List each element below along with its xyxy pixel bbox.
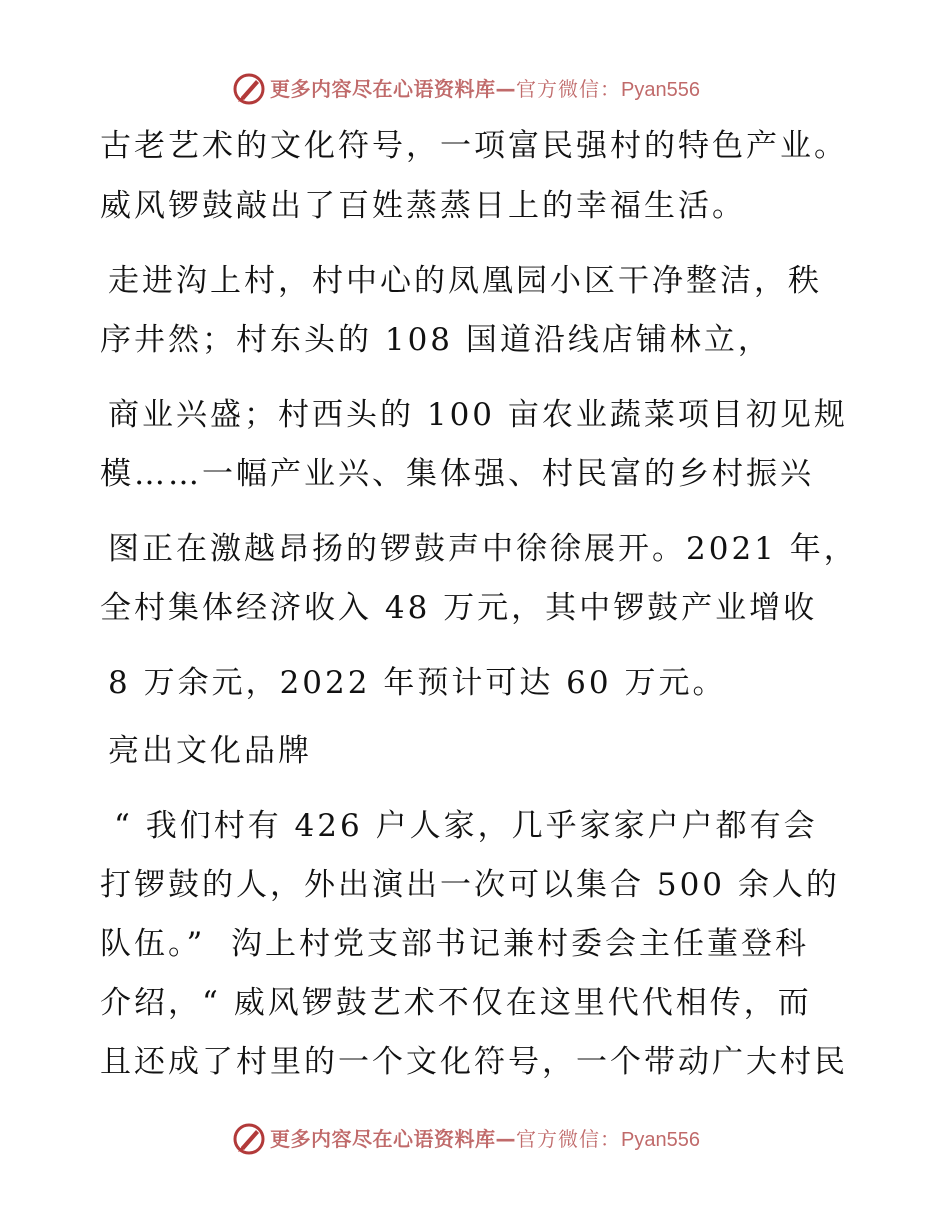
footer-watermark [0, 1120, 950, 1160]
body-line: 8 万余元，2022 年预计可达 60 万元。 [108, 665, 727, 701]
watermark-wechat-label: 官方微信： [516, 1127, 621, 1151]
body-line: 威风锣鼓敲出了百姓蒸蒸日上的幸福生活。 [100, 188, 746, 224]
watermark-wechat-id: Pyan556 [621, 79, 700, 101]
body-line: 商业兴盛；村西头的 100 亩农业蔬菜项目初见规 [108, 397, 848, 433]
quill-logo-icon [232, 1122, 266, 1156]
quill-logo-icon [232, 72, 266, 106]
watermark-main-text: 更多内容尽在心语资料库— [270, 1127, 516, 1151]
body-line: “ 我们村有 426 户人家，几乎家家户户都有会 [114, 808, 818, 844]
header-watermark [0, 70, 950, 110]
watermark-text [270, 77, 700, 102]
watermark-text [270, 1127, 700, 1152]
body-line: 走进沟上村，村中心的凤凰园小区干净整洁，秩 [108, 263, 822, 299]
body-line: 模……一幅产业兴、集体强、村民富的乡村振兴 [100, 456, 814, 492]
body-line: 介绍，“ 威风锣鼓艺术不仅在这里代代相传，而 [100, 985, 812, 1021]
watermark-main-text: 更多内容尽在心语资料库— [270, 77, 516, 101]
body-line: 序井然；村东头的 108 国道沿线店铺林立， [100, 322, 772, 358]
body-line: 队伍。” 沟上村党支部书记兼村委会主任董登科 [100, 926, 810, 962]
body-line: 图正在激越昂扬的锣鼓声中徐徐展开。2021 年， [108, 531, 858, 567]
body-line: 打锣鼓的人，外出演出一次可以集合 500 余人的 [100, 867, 840, 903]
body-line: 全村集体经济收入 48 万元，其中锣鼓产业增收 [100, 590, 818, 626]
watermark-wechat-id: Pyan556 [621, 1129, 700, 1151]
body-line: 且还成了村里的一个文化符号，一个带动广大村民 [100, 1044, 848, 1080]
watermark-wechat-label: 官方微信： [516, 77, 621, 101]
body-line: 古老艺术的文化符号，一项富民强村的特色产业。 [100, 128, 848, 164]
section-heading: 亮出文化品牌 [108, 733, 312, 769]
